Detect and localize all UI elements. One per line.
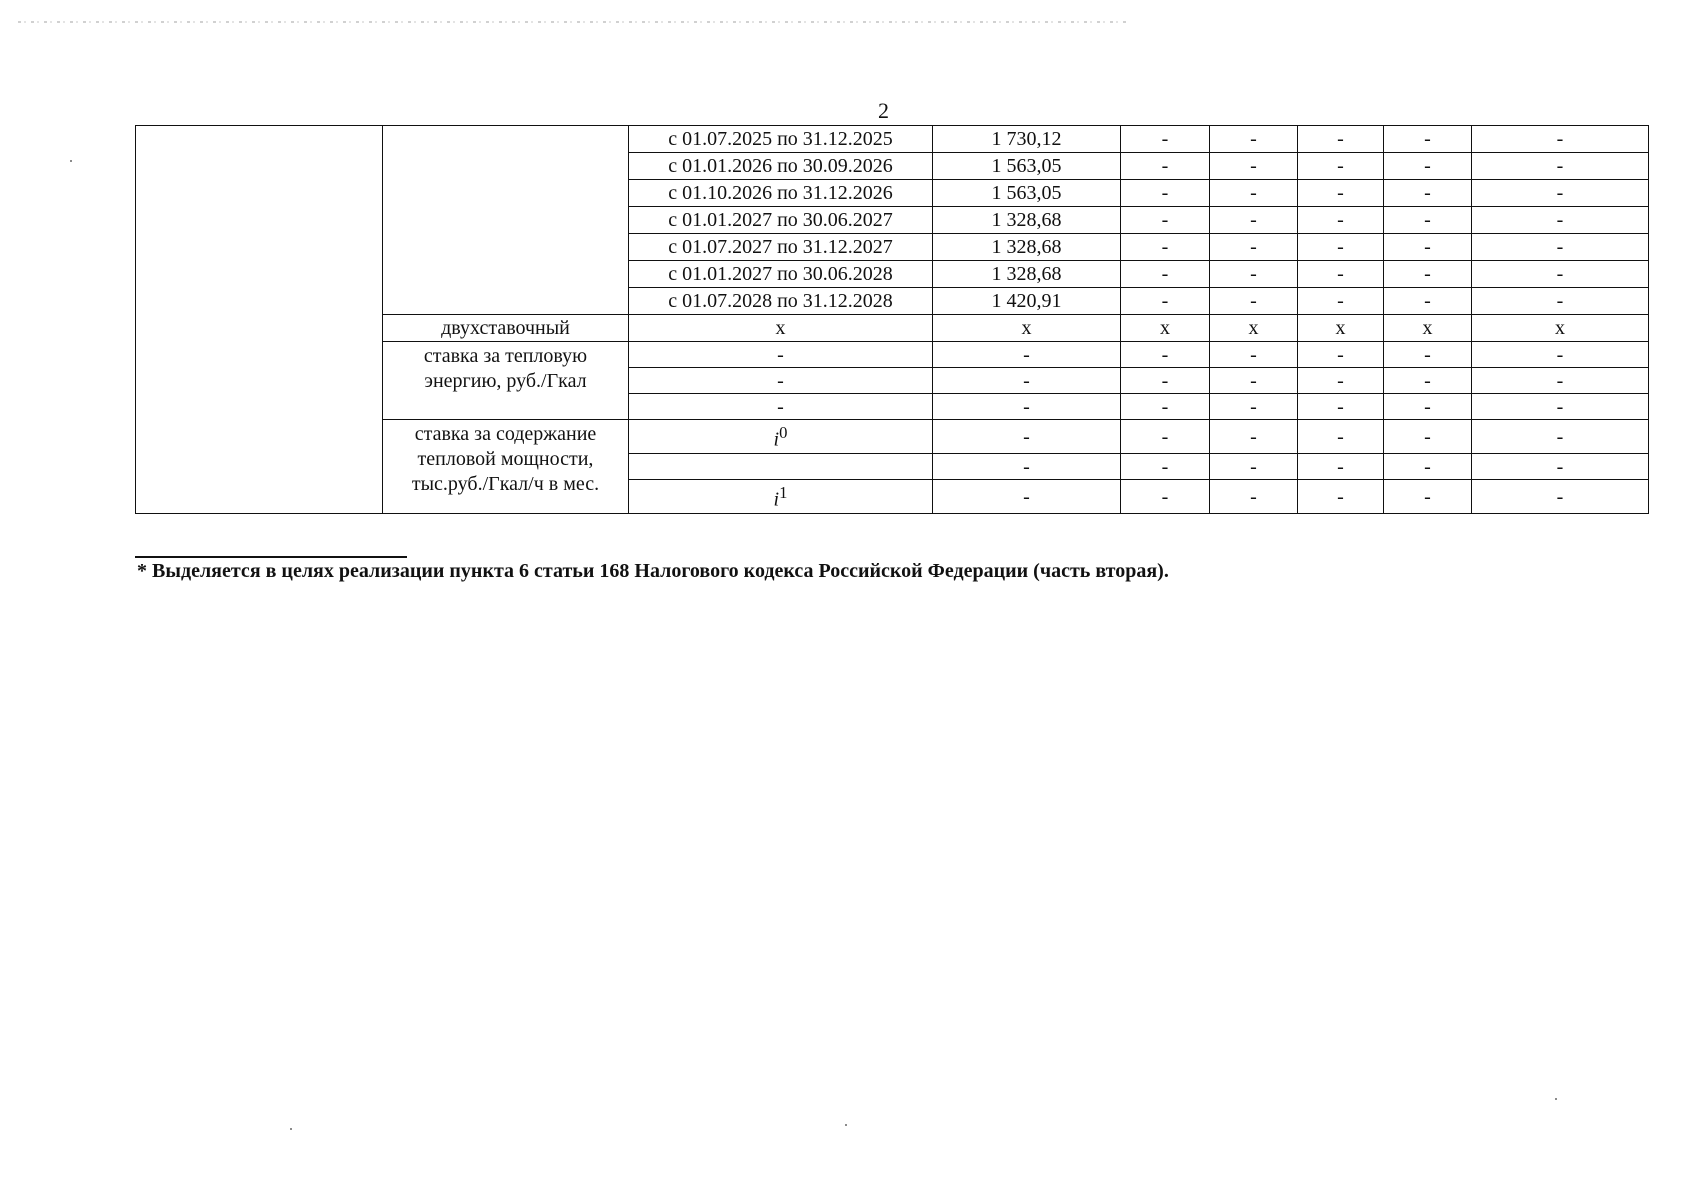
table-cell: - — [1384, 420, 1472, 454]
table-cell: - — [933, 454, 1121, 480]
index-symbol: i — [773, 428, 780, 451]
index-symbol: i — [773, 488, 780, 511]
table-cell: - — [1472, 342, 1649, 368]
table-cell: - — [1210, 420, 1298, 454]
scan-speck — [290, 1128, 292, 1130]
table-cell: х — [1384, 315, 1472, 342]
table-cell: - — [1121, 288, 1210, 315]
table-cell: - — [1298, 342, 1384, 368]
capacity-rate-label: ставка за содержание тепловой мощности, тыс.руб./Гкал/ч в мес. — [383, 420, 629, 514]
tariff-value-cell: 1 328,68 — [933, 234, 1121, 261]
table-cell: - — [1384, 342, 1472, 368]
period-cell: с 01.01.2027 по 30.06.2027 — [629, 207, 933, 234]
table-cell: - — [1210, 368, 1298, 394]
table-cell: - — [1298, 454, 1384, 480]
table-cell: - — [1384, 207, 1472, 234]
table-cell: - — [933, 368, 1121, 394]
table-cell: - — [1121, 480, 1210, 514]
table-cell: - — [1472, 234, 1649, 261]
index-cell — [629, 420, 933, 454]
table-cell: - — [1298, 288, 1384, 315]
table-cell: - — [1472, 394, 1649, 420]
table-cell: - — [629, 394, 933, 420]
tariff-value-cell: 1 563,05 — [933, 180, 1121, 207]
period-cell: с 01.01.2027 по 30.06.2028 — [629, 261, 933, 288]
table-cell: - — [1298, 234, 1384, 261]
index-superscript: 1 — [779, 483, 788, 503]
table-cell: - — [1210, 454, 1298, 480]
table-cell: - — [933, 342, 1121, 368]
table-cell: - — [1121, 394, 1210, 420]
table-cell: - — [1384, 153, 1472, 180]
table-cell: х — [933, 315, 1121, 342]
two-part-label: двухставочный — [383, 315, 629, 342]
table-cell: - — [1121, 234, 1210, 261]
tariff-value-cell: 1 420,91 — [933, 288, 1121, 315]
scan-speck — [70, 160, 72, 162]
table-cell: - — [1472, 153, 1649, 180]
table-cell: - — [1210, 234, 1298, 261]
table-cell: - — [1298, 394, 1384, 420]
table-cell: - — [1121, 420, 1210, 454]
period-cell: с 01.01.2026 по 30.09.2026 — [629, 153, 933, 180]
index-superscript: 0 — [779, 423, 788, 443]
table-cell: - — [933, 420, 1121, 454]
table-cell: - — [1472, 261, 1649, 288]
table-cell: - — [1384, 480, 1472, 514]
energy-rate-label: ставка за тепловую энергию, руб./Гкал — [383, 342, 629, 420]
table-cell: - — [1298, 180, 1384, 207]
table-cell: - — [1121, 368, 1210, 394]
table-cell: - — [1121, 207, 1210, 234]
table-cell: - — [1472, 368, 1649, 394]
table-cell: - — [1384, 394, 1472, 420]
period-cell: с 01.07.2027 по 31.12.2027 — [629, 234, 933, 261]
table-cell: - — [1210, 180, 1298, 207]
table-cell: - — [1210, 126, 1298, 153]
table-cell: - — [1298, 153, 1384, 180]
table-cell: - — [1210, 342, 1298, 368]
table-cell: - — [629, 368, 933, 394]
table-cell: - — [1121, 153, 1210, 180]
empty-type-cell — [383, 126, 629, 315]
table-cell: - — [1384, 261, 1472, 288]
table-cell: - — [1210, 153, 1298, 180]
table-cell: - — [1472, 454, 1649, 480]
period-cell: с 01.07.2025 по 31.12.2025 — [629, 126, 933, 153]
table-cell: - — [629, 342, 933, 368]
table-cell: - — [1210, 261, 1298, 288]
scan-speck — [1555, 1098, 1557, 1100]
table-cell: - — [1298, 420, 1384, 454]
index-cell — [629, 454, 933, 480]
table-cell: - — [1121, 126, 1210, 153]
empty-org-cell — [136, 126, 383, 514]
table-cell: - — [1472, 180, 1649, 207]
scan-noise-line — [18, 21, 1128, 23]
table-cell: - — [1210, 207, 1298, 234]
table-cell: - — [1384, 288, 1472, 315]
table-cell: - — [1121, 261, 1210, 288]
table-cell: - — [1384, 180, 1472, 207]
table-cell: - — [1472, 207, 1649, 234]
tariff-value-cell: 1 563,05 — [933, 153, 1121, 180]
table-cell: - — [1298, 480, 1384, 514]
table-cell: х — [1298, 315, 1384, 342]
table-cell: - — [1210, 394, 1298, 420]
period-cell: с 01.10.2026 по 31.12.2026 — [629, 180, 933, 207]
table-cell: х — [1121, 315, 1210, 342]
table-cell: х — [1472, 315, 1649, 342]
table-cell: - — [1121, 454, 1210, 480]
table-cell: - — [1472, 126, 1649, 153]
table-cell: - — [933, 394, 1121, 420]
table-cell: - — [1298, 261, 1384, 288]
table-cell: - — [1472, 288, 1649, 315]
footnote-divider — [135, 556, 407, 558]
table-cell: - — [1384, 234, 1472, 261]
page-number: 2 — [878, 98, 889, 123]
table-cell: - — [1298, 126, 1384, 153]
table-cell: - — [1472, 420, 1649, 454]
table-cell: х — [629, 315, 933, 342]
table-cell: - — [1384, 368, 1472, 394]
table-cell: - — [1298, 368, 1384, 394]
tariff-value-cell: 1 730,12 — [933, 126, 1121, 153]
table-row — [136, 126, 1649, 153]
table-cell: х — [1210, 315, 1298, 342]
table-cell: - — [1121, 342, 1210, 368]
index-cell — [629, 480, 933, 514]
table-cell: - — [1298, 207, 1384, 234]
table-cell: - — [1210, 480, 1298, 514]
table-cell: - — [1210, 288, 1298, 315]
period-cell: с 01.07.2028 по 31.12.2028 — [629, 288, 933, 315]
footnote: * Выделяется в целях реализации пункта 6 статьи 168 Налогового кодекса Российской Федерации (часть вторая). — [137, 560, 1169, 582]
table-cell: - — [1472, 480, 1649, 514]
tariff-value-cell: 1 328,68 — [933, 207, 1121, 234]
table-cell: - — [1384, 454, 1472, 480]
scan-speck — [845, 1124, 847, 1126]
table-cell: - — [1384, 126, 1472, 153]
tariff-value-cell: 1 328,68 — [933, 261, 1121, 288]
tariff-table — [135, 125, 1649, 514]
table-cell: - — [933, 480, 1121, 514]
table-cell: - — [1121, 180, 1210, 207]
